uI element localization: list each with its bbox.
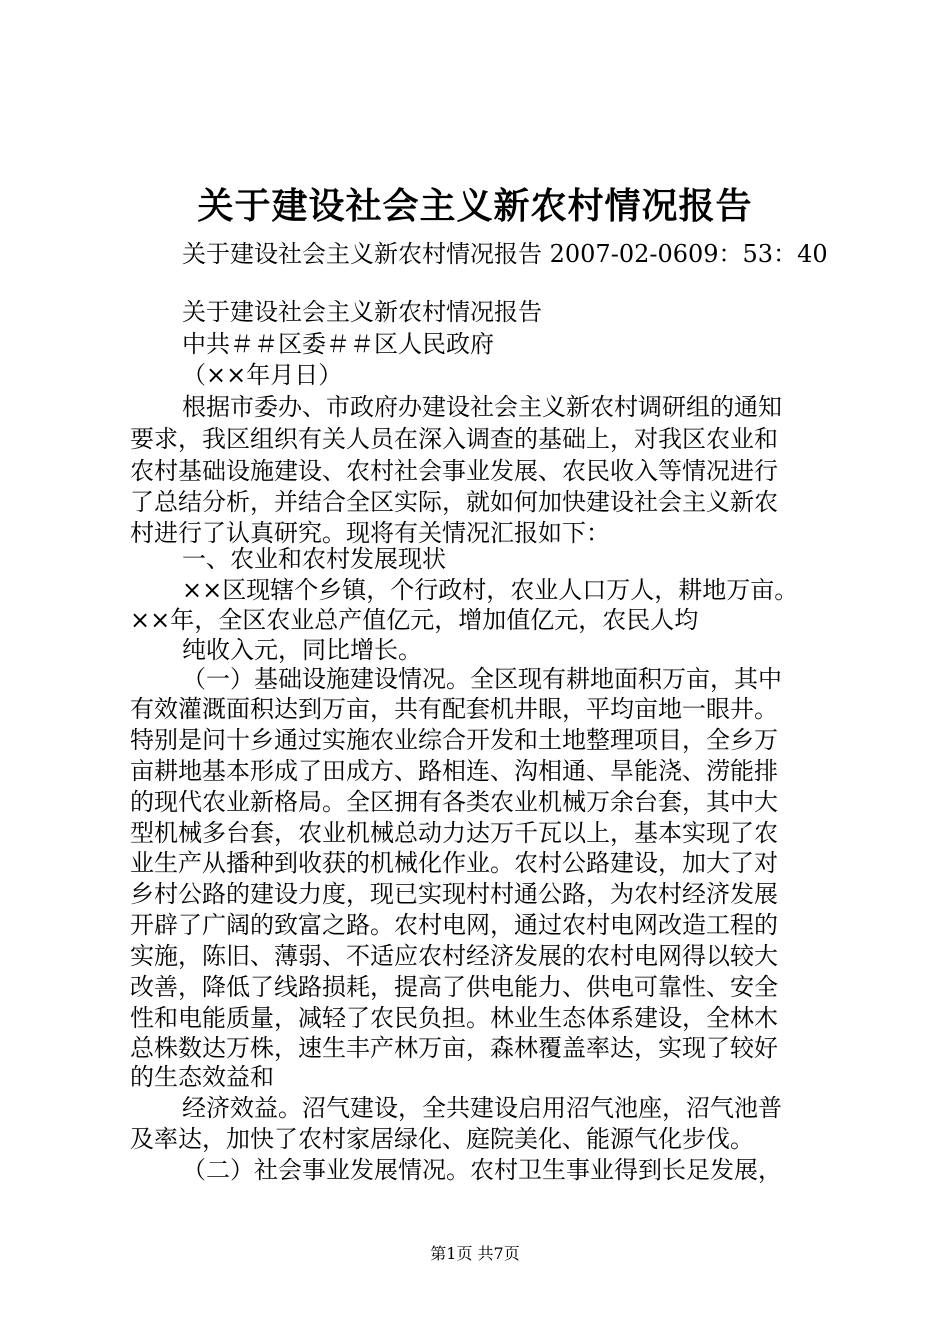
body-line: 的生态效益和 [130, 1063, 274, 1091]
body-line: 型机械多台套，农业机械总动力达万千瓦以上，基本实现了农 [130, 819, 778, 847]
body-line: ××年，全区农业总产值亿元，增加值亿元，农民人均 [130, 606, 699, 634]
body-line: （二）社会事业发展情况。农村卫生事业得到长足发展， [182, 1156, 782, 1184]
body-line: （××年月日） [182, 361, 343, 389]
body-line: 乡村公路的建设力度，现已实现村村通公路，为农村经济发展 [130, 880, 778, 908]
document-subtitle: 关于建设社会主义新农村情况报告 2007-02-0609：53：40 [182, 240, 828, 268]
body-line: 关于建设社会主义新农村情况报告 [182, 298, 542, 326]
body-line: 的现代农业新格局。全区拥有各类农业机械万余台套，其中大 [130, 788, 778, 816]
section-heading: 一、农业和农村发展现状 [182, 545, 446, 573]
body-line: 及率达，加快了农村家居绿化、庭院美化、能源气化步伐。 [130, 1125, 754, 1153]
body-line: 亩耕地基本形成了田成方、路相连、沟相通、旱能浇、涝能排 [130, 757, 778, 785]
body-line: 纯收入元，同比增长。 [182, 636, 422, 664]
page-number-footer: 第1页 共7页 [430, 1244, 520, 1263]
body-line: 性和电能质量，减轻了农民负担。林业生态体系建设，全林木 [130, 1004, 778, 1032]
body-line: 总株数达万株，速生丰产林万亩，森林覆盖率达，实现了较好 [130, 1034, 778, 1062]
body-line: 改善，降低了线路损耗，提高了供电能力、供电可靠性、安全 [130, 973, 778, 1001]
body-line: 经济效益。沼气建设，全共建设启用沼气池座，沼气池普 [182, 1094, 782, 1122]
body-line: （一）基础设施建设情况。全区现有耕地面积万亩，其中 [182, 665, 782, 693]
body-line: 要求，我区组织有关人员在深入调查的基础上，对我区农业和 [130, 425, 778, 453]
body-line: 开辟了广阔的致富之路。农村电网，通过农村电网改造工程的 [130, 911, 778, 939]
body-line: 实施，陈旧、薄弱、不适应农村经济发展的农村电网得以较大 [130, 942, 778, 970]
document-title: 关于建设社会主义新农村情况报告 [197, 185, 753, 227]
body-line: 村进行了认真研究。现将有关情况汇报如下： [130, 519, 610, 547]
body-line: ××区现辖个乡镇，个行政村，农业人口万人，耕地万亩。 [182, 576, 799, 604]
body-line: 中共＃＃区委＃＃区人民政府 [182, 330, 494, 358]
body-line: 根据市委办、市政府办建设社会主义新农村调研组的通知 [182, 393, 782, 421]
body-line: 农村基础设施建设、农村社会事业发展、农民收入等情况进行 [130, 457, 778, 485]
body-line: 了总结分析，并结合全区实际，就如何加快建设社会主义新农 [130, 488, 778, 516]
body-line: 有效灌溉面积达到万亩，共有配套机井眼，平均亩地一眼井。 [130, 695, 778, 723]
body-line: 业生产从播种到收获的机械化作业。农村公路建设，加大了对 [130, 849, 778, 877]
body-line: 特别是问十乡通过实施农业综合开发和土地整理项目，全乡万 [130, 726, 778, 754]
